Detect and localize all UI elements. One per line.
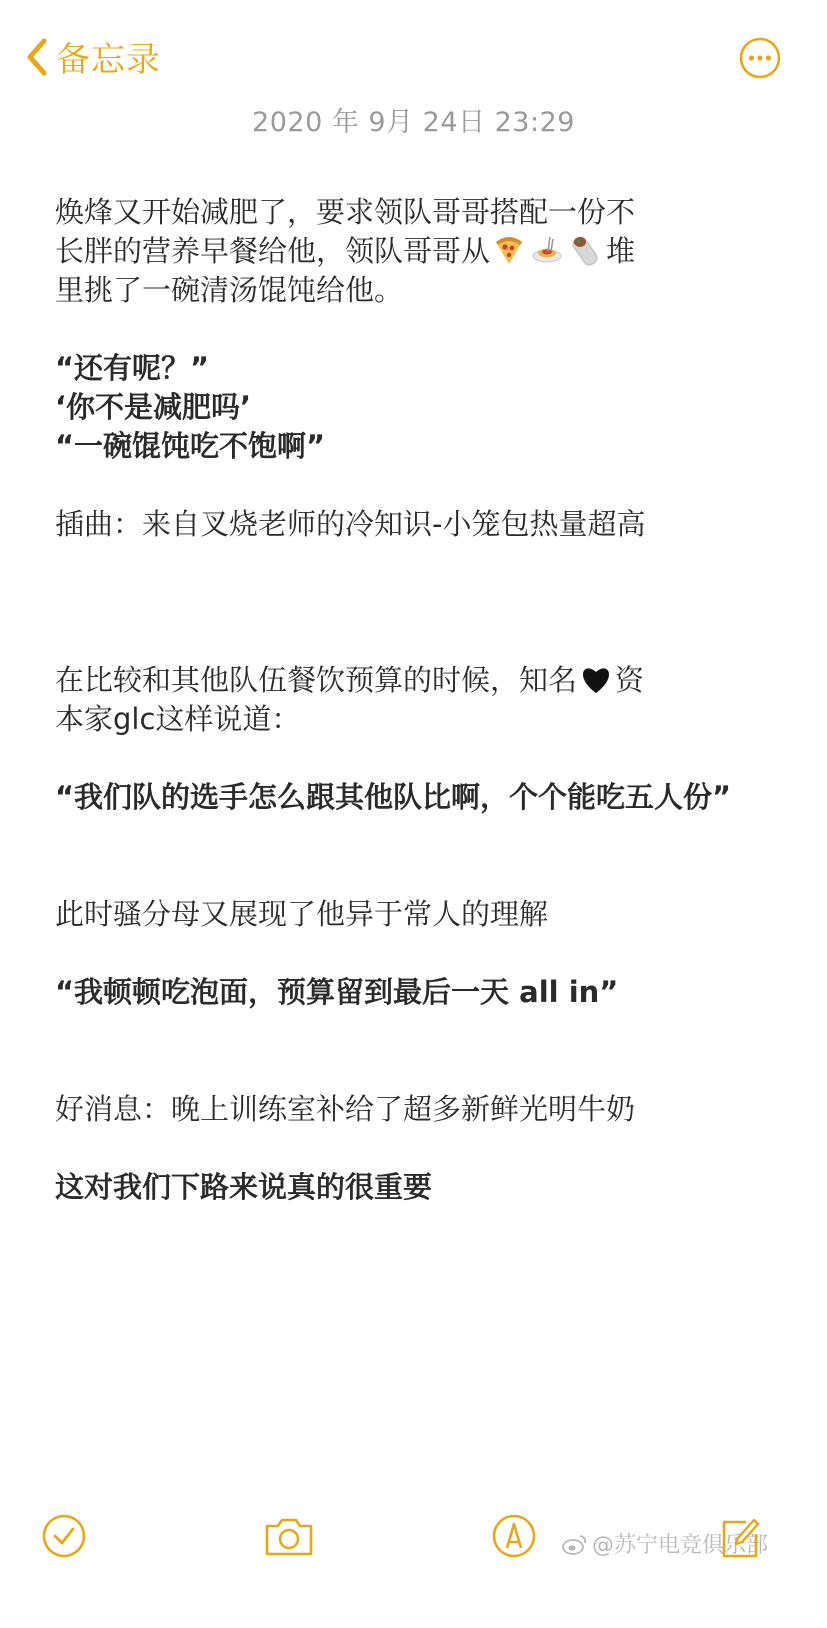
weibo-logo-icon (562, 1533, 588, 1555)
quote-diet: ‘你不是减肥吗’ (55, 390, 252, 424)
budget-line-2: 本家glc这样说道： (55, 702, 301, 736)
intro-line-2: 长胖的营养早餐给他，领队哥哥从 (55, 234, 491, 268)
checklist-icon[interactable] (40, 1512, 88, 1560)
budget-line-1: 在比较和其他队伍餐饮预算的时候，知名 (55, 663, 578, 697)
intro-line-1: 焕烽又开始减肥了，要求领队哥哥搭配一份不 (55, 195, 636, 229)
chevron-left-icon (22, 35, 50, 79)
compose-icon[interactable] (716, 1514, 764, 1562)
bottom-toolbar (0, 1505, 827, 1628)
paragraph-intro (55, 193, 795, 310)
intro-line-3: 里挑了一碗清汤馄饨给他。 (55, 273, 404, 307)
note-body[interactable] (55, 193, 795, 1207)
paragraph-good-news: 好消息：晚上训练室补给了超多新鲜光明牛奶 (55, 1092, 636, 1126)
markup-icon[interactable] (490, 1512, 538, 1560)
paragraph-important: 这对我们下路来说真的很重要 (55, 1170, 433, 1204)
intro-line-2-end: 堆 (606, 234, 636, 268)
quote-more: “还有呢？” (55, 351, 210, 385)
burrito-emoji (569, 234, 603, 266)
paragraph-episode: 插曲：来自叉烧老师的冷知识-小笼包热量超高 (55, 507, 646, 541)
note-date: 2020 年 9月 24日 23:29 (252, 107, 575, 138)
paragraph-sao: 此时骚分母又展现了他异于常人的理解 (55, 897, 549, 931)
quote-five-portions: “我们队的选手怎么跟其他队比啊，个个能吃五人份” (55, 780, 732, 814)
budget-line-1-end: 资 (615, 663, 645, 697)
ellipsis-circle-icon[interactable] (739, 37, 781, 79)
spaghetti-emoji (531, 234, 563, 266)
back-button[interactable] (22, 32, 161, 81)
quote-not-full: “一碗馄饨吃不饱啊” (55, 429, 326, 463)
paragraph-budget (55, 661, 795, 739)
camera-icon[interactable] (262, 1512, 316, 1560)
pizza-emoji (493, 234, 525, 266)
back-label: 备忘录 (56, 40, 161, 80)
quote-instant-noodles: “我顿顿吃泡面，预算留到最后一天 all in” (55, 975, 619, 1009)
watermark-text: @苏宁电竞俱乐部 (592, 1533, 769, 1558)
black-heart-emoji (580, 665, 612, 695)
